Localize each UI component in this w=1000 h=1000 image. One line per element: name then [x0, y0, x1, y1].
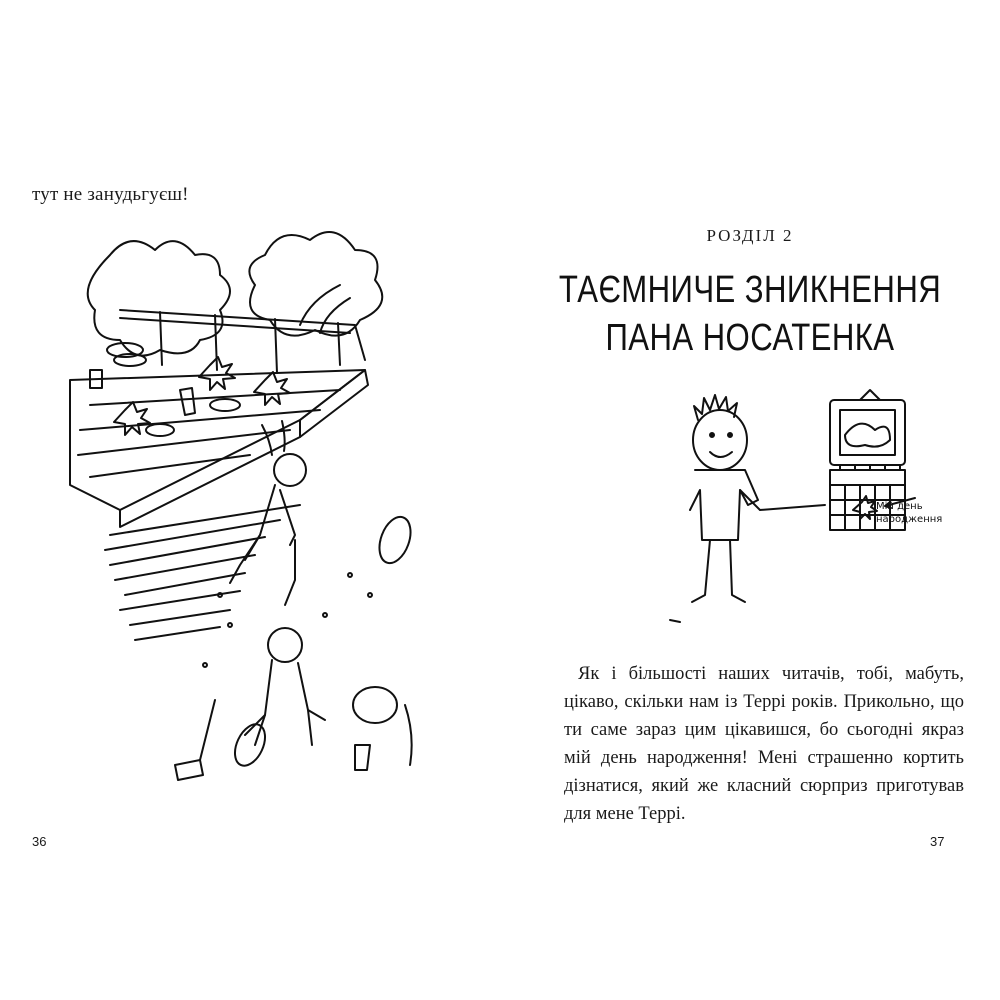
body-paragraph: Як і більшості наших читачів, тобі, мабуть, цікаво, скільки нам із Террі років. Прикольно, що ти саме зараз цим цікавишся, бо сьогодні якраз мій день народження! Мені страшенно кортить дізнатися, який же класний сюрприз приготував для мене Террі. [564, 664, 964, 824]
running-text: тут не занудьгуєш! [32, 184, 189, 205]
chapter-title-line-2: ПАНА НОСАТЕНКА [605, 317, 895, 359]
page-number-left: 36 [32, 834, 47, 849]
calendar-note-line-1: Мій день [876, 501, 923, 512]
chapter-label: РОЗДІЛ 2 [706, 226, 794, 245]
page-number-right: 37 [930, 834, 945, 849]
chapter-title-line-1: ТАЄМНИЧЕ ЗНИКНЕННЯ [558, 269, 942, 311]
right-page [500, 0, 1000, 1000]
chapter-title [545, 266, 955, 362]
treehouse-illustration [50, 215, 470, 815]
calendar-note [876, 500, 942, 526]
calendar-note-line-2: народження [876, 514, 943, 525]
